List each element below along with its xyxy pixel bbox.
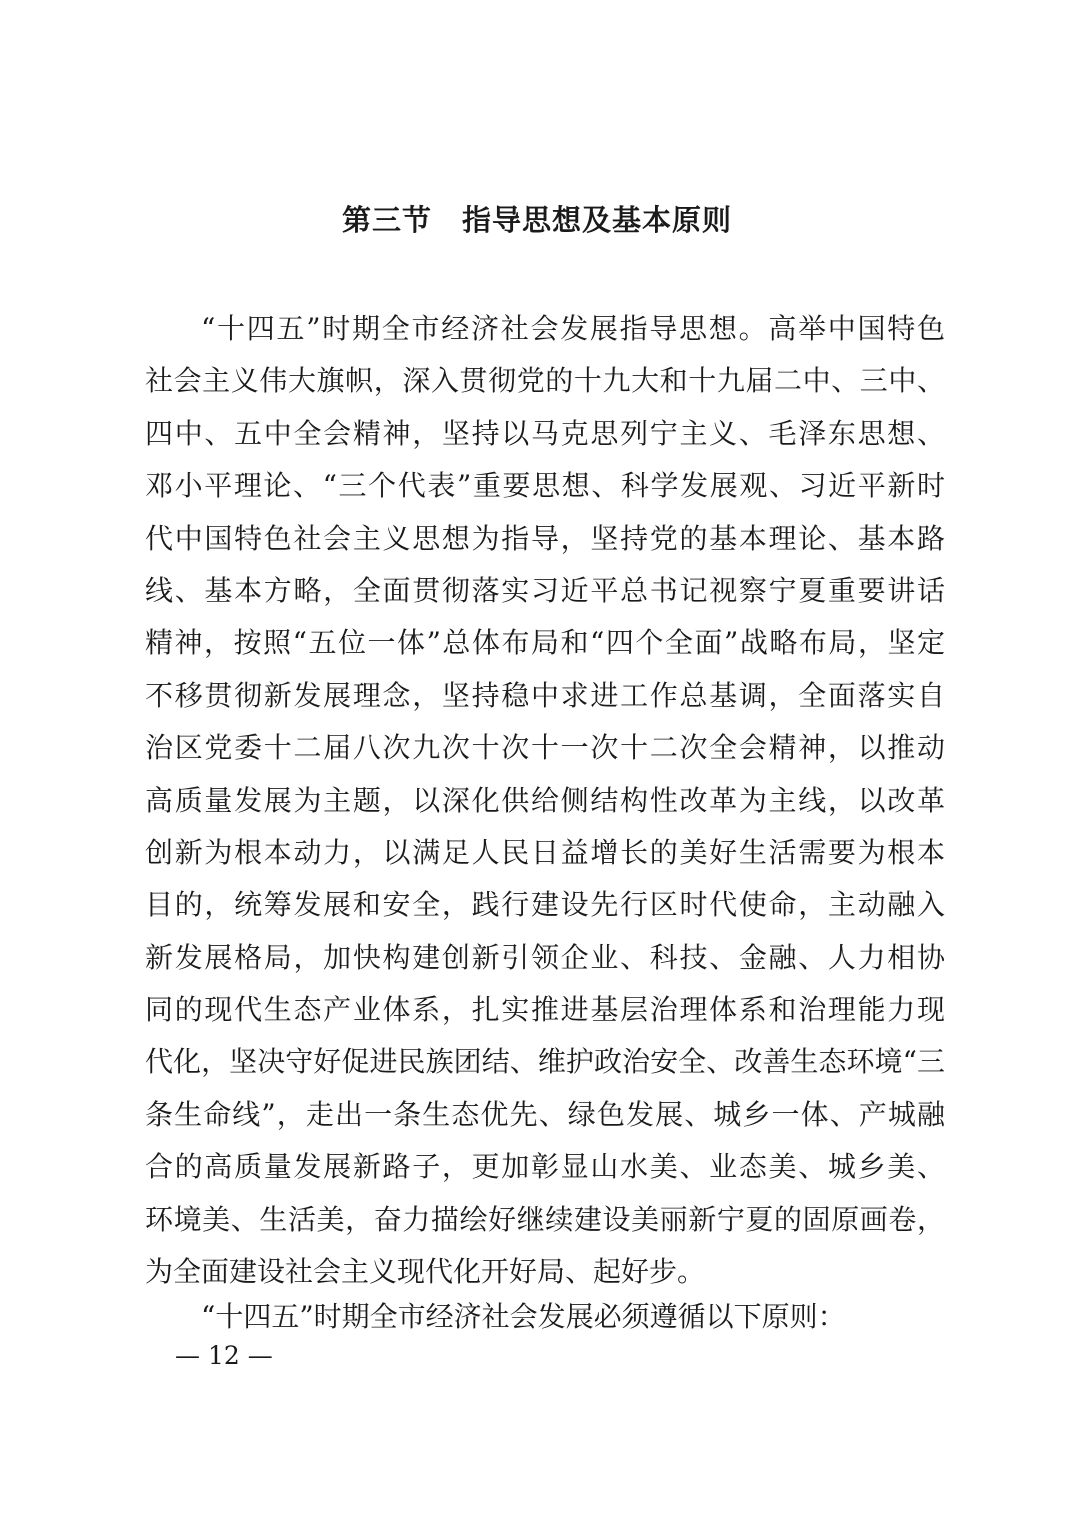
principles-intro-paragraph bbox=[145, 1291, 945, 1343]
paragraph-line: 代中国特色社会主义思想为指导，坚持党的基本理论、基本路 bbox=[145, 521, 945, 555]
paragraph-line: 同的现代生态产业体系，扎实推进基层治理体系和治理能力现 bbox=[145, 993, 945, 1027]
paragraph-line: 线、基本方略，全面贯彻落实习近平总书记视察宁夏重要讲话 bbox=[145, 573, 945, 607]
section-title: 第三节 指导思想及基本原则 bbox=[341, 203, 732, 237]
paragraph-line: 不移贯彻新发展理念，坚持稳中求进工作总基调，全面落实自 bbox=[145, 678, 945, 712]
paragraph-line: 治区党委十二届八次九次十次十一次十二次全会精神，以推动 bbox=[145, 731, 945, 765]
paragraph-line: 四中、五中全会精神，坚持以马克思列宁主义、毛泽东思想、 bbox=[145, 416, 945, 450]
paragraph-line: 新发展格局，加快构建创新引领企业、科技、金融、人力相协 bbox=[145, 940, 945, 974]
paragraph-line: “十四五”时期全市经济社会发展必须遵循以下原则： bbox=[201, 1300, 846, 1333]
paragraph-line: 环境美、生活美，奋力描绘好继续建设美丽新宁夏的固原画卷， bbox=[145, 1202, 945, 1236]
paragraph-line: 合的高质量发展新路子，更加彰显山水美、业态美、城乡美、 bbox=[145, 1150, 945, 1184]
paragraph-line: 邓小平理论、“三个代表”重要思想、科学发展观、习近平新时 bbox=[145, 469, 945, 503]
paragraph-line: 社会主义伟大旗帜，深入贯彻党的十九大和十九届二中、三中、 bbox=[145, 364, 945, 398]
guiding-ideology-paragraph bbox=[145, 303, 945, 1298]
page-number: — 12 — bbox=[175, 1341, 273, 1370]
paragraph-line: 为全面建设社会主义现代化开好局、起好步。 bbox=[145, 1255, 706, 1289]
paragraph-line: 代化，坚决守好促进民族团结、维护政治安全、改善生态环境“三 bbox=[145, 1045, 945, 1079]
paragraph-line: 目的，统筹发展和安全，践行建设先行区时代使命，主动融入 bbox=[145, 888, 945, 922]
paragraph-line: 创新为根本动力，以满足人民日益增长的美好生活需要为根本 bbox=[145, 835, 945, 869]
paragraph-line: “十四五”时期全市经济社会发展指导思想。高举中国特色 bbox=[201, 312, 945, 345]
paragraph-line: 条生命线”，走出一条生态优先、绿色发展、城乡一体、产城融 bbox=[145, 1097, 945, 1131]
paragraph-line: 高质量发展为主题，以深化供给侧结构性改革为主线，以改革 bbox=[145, 783, 945, 817]
paragraph-line: 精神，按照“五位一体”总体布局和“四个全面”战略布局，坚定 bbox=[145, 626, 945, 660]
